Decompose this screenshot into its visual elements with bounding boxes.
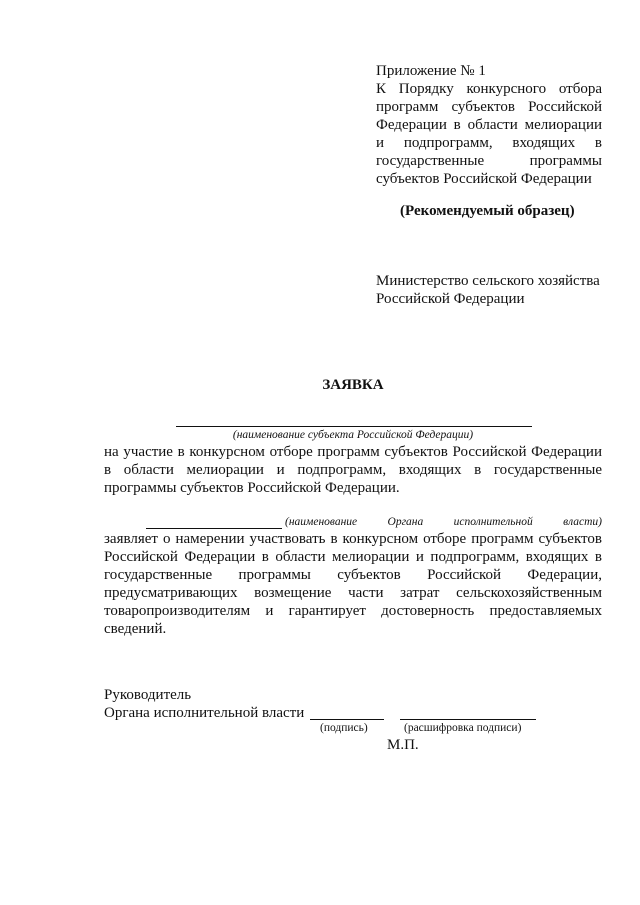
appendix-line-3: Федерации в области мелиорации (376, 117, 602, 133)
addressee-block (376, 272, 600, 308)
name-decoding-underline (400, 719, 536, 720)
appendix-line-5: государственные программы (376, 153, 602, 169)
document-title: ЗАЯВКА (322, 377, 384, 393)
participation-paragraph (104, 443, 602, 497)
addressee-line-2: Российской Федерации (376, 291, 525, 307)
authority-name-underline (146, 528, 282, 529)
signatory-role-line-2: Органа исполнительной власти (104, 705, 305, 721)
subject-name-caption: (наименование субъекта Российской Федерации) (232, 429, 474, 441)
signatory-role-line-1: Руководитель (104, 687, 192, 703)
authority-name-caption: (наименование Органа исполнительной власти) (285, 516, 602, 528)
paragraph2-line-4: предусматривающих возмещение части затрат сельскохозяйственным (104, 585, 602, 601)
paragraph2-line-2: Российской Федерации в области мелиорации и подпрограмм, входящих в (104, 549, 602, 565)
addressee-line-1: Министерство сельского хозяйства (376, 273, 600, 289)
paragraph2-line-1: заявляет о намерении участвовать в конкурсном отборе программ субъектов (104, 531, 602, 547)
signature-caption: (подпись) (320, 722, 368, 734)
paragraph1-line-2: в области мелиорации и подпрограмм, входящих в государственные (104, 462, 602, 478)
sample-note: (Рекомендуемый образец) (400, 203, 575, 219)
intent-paragraph (104, 530, 602, 638)
signature-underline (310, 719, 384, 720)
stamp-placeholder: М.П. (387, 737, 419, 753)
appendix-line-1: К Порядку конкурсного отбора (376, 81, 602, 97)
paragraph1-line-3: программы субъектов Российской Федерации. (104, 480, 400, 496)
appendix-header (376, 62, 602, 188)
appendix-line-4: и подпрограмм, входящих в (376, 135, 602, 151)
paragraph2-line-6: сведений. (104, 621, 167, 637)
paragraph2-line-3: государственные программы субъектов Российской Федерации, (104, 567, 602, 583)
name-decoding-caption: (расшифровка подписи) (404, 722, 522, 734)
subject-name-underline (176, 426, 532, 427)
appendix-line-2: программ субъектов Российской (376, 99, 602, 115)
paragraph2-line-5: товаропроизводителям и гарантирует достоверность предоставляемых (104, 603, 602, 619)
paragraph1-line-1: на участие в конкурсном отборе программ субъектов Российской Федерации (104, 444, 602, 460)
appendix-line-6: субъектов Российской Федерации (376, 171, 592, 187)
appendix-number: Приложение № 1 (376, 63, 486, 79)
